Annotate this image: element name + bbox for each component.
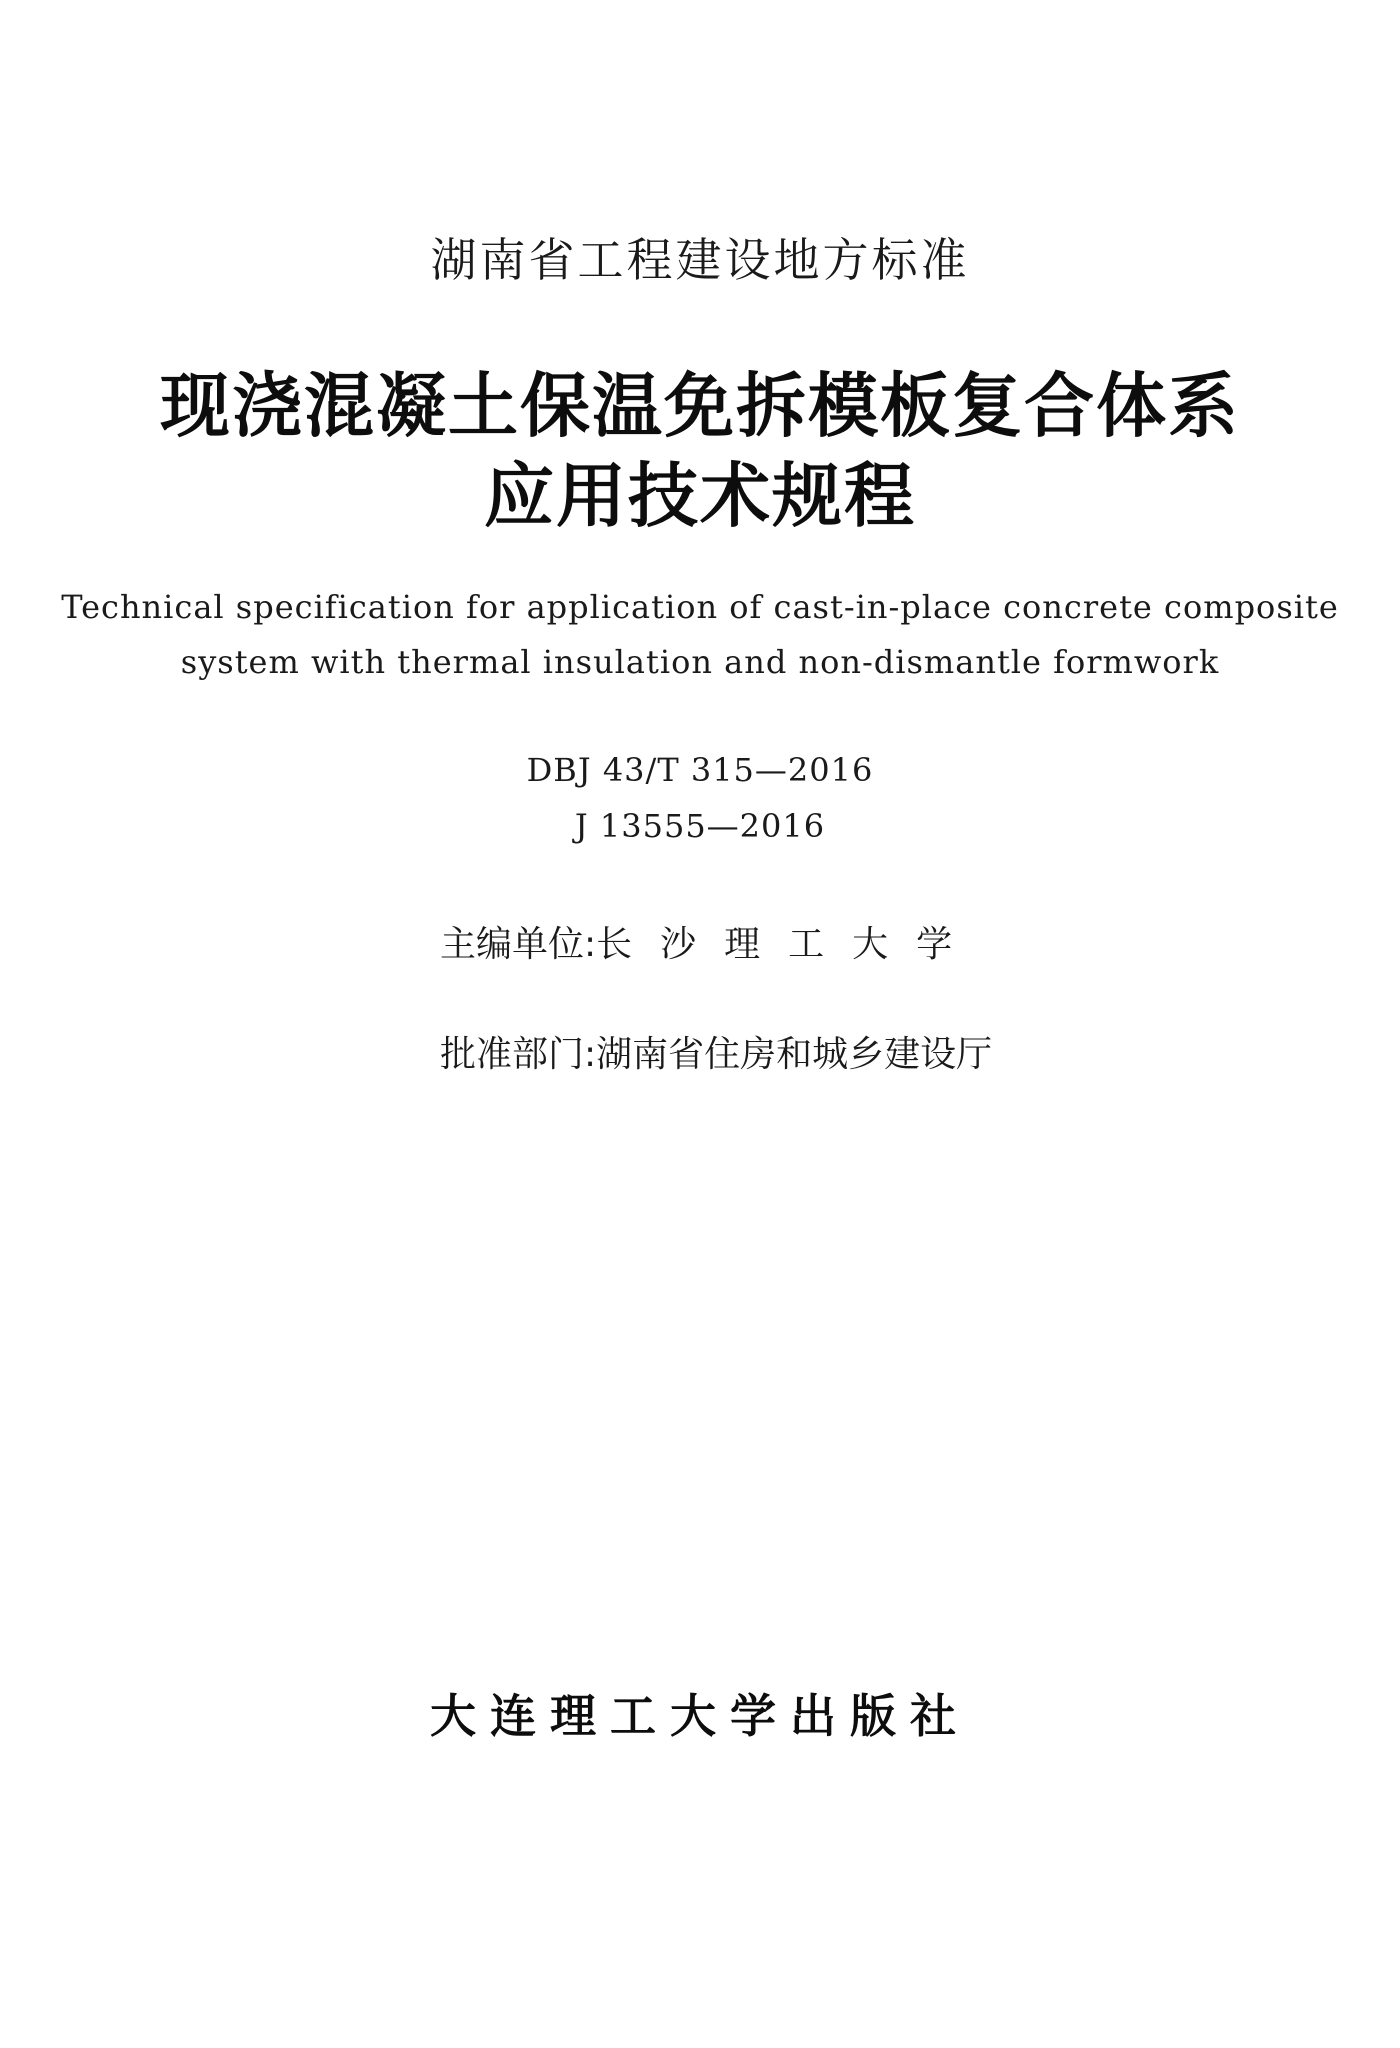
editor-unit-value: 长沙理工大学 [596, 924, 981, 965]
record-code: J 13555—2016 [574, 807, 826, 845]
approving-department-label: 批准部门: [440, 1034, 597, 1075]
title-line-2: 应用技术规程 [484, 455, 916, 537]
english-title-line-2: system with thermal insulation and non-dismantle formwork [180, 643, 1220, 681]
standard-code: DBJ 43/T 315—2016 [526, 751, 874, 789]
english-title-line-1: Technical specification for application of cast-in-place concrete composite [61, 588, 1339, 626]
publisher: 大连理工大学出版社 [430, 1689, 970, 1743]
title-line-1: 现浇混凝土保温免拆模板复合体系 [160, 365, 1240, 447]
approving-department [440, 1026, 992, 1077]
approving-department-value: 湖南省住房和城乡建设厅 [596, 1034, 993, 1075]
editor-unit [440, 916, 980, 967]
editor-unit-label: 主编单位: [440, 924, 597, 965]
standard-series: 湖南省工程建设地方标准 [430, 233, 970, 287]
